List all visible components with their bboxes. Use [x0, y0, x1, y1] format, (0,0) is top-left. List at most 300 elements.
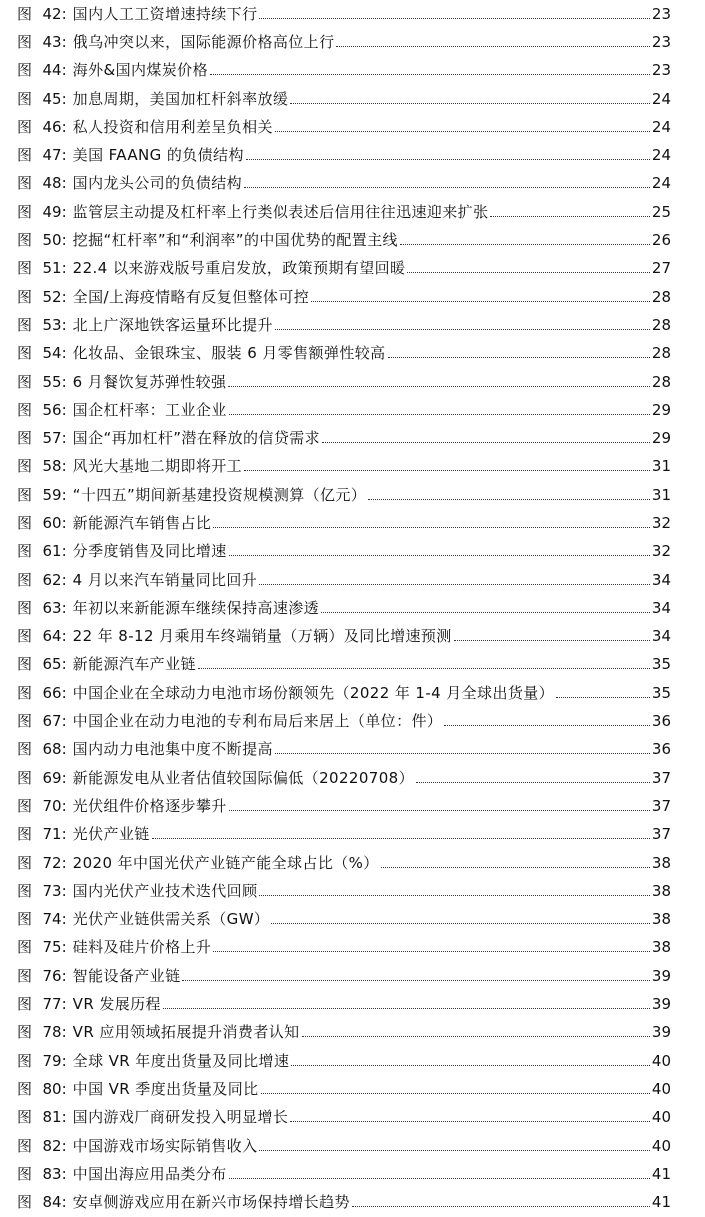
- figure-prefix: 图: [17, 485, 33, 504]
- figure-number: 47: [42, 146, 62, 165]
- toc-entry[interactable]: [17, 849, 671, 877]
- toc-entry[interactable]: [17, 707, 671, 735]
- figure-number-colon: :: [61, 315, 67, 334]
- page-number: 38: [651, 938, 671, 957]
- figure-number-colon: :: [61, 1136, 67, 1155]
- page-number: 38: [651, 881, 671, 900]
- dot-leader: [244, 187, 650, 188]
- toc-entry[interactable]: [17, 962, 671, 990]
- toc-entry[interactable]: [17, 538, 671, 566]
- figure-title: 安卓侧游戏应用在新兴市场保持增长趋势: [72, 1194, 350, 1212]
- figure-number: 55: [42, 372, 62, 391]
- toc-entry[interactable]: [17, 1104, 671, 1132]
- dot-leader: [291, 1065, 650, 1066]
- toc-entry[interactable]: [17, 28, 671, 56]
- figure-title: 光伏组件价格逐步攀升: [72, 797, 227, 815]
- figure-number: 44: [42, 61, 62, 80]
- figure-title: 分季度销售及同比增速: [72, 543, 227, 561]
- toc-entry[interactable]: [17, 424, 671, 452]
- figure-prefix: 图: [17, 117, 33, 136]
- figure-number: 51: [42, 259, 62, 278]
- figure-prefix: 图: [17, 89, 33, 108]
- page-number: 24: [651, 174, 671, 193]
- figure-number: 42: [42, 4, 62, 23]
- figure-prefix: 图: [17, 259, 33, 278]
- toc-entry[interactable]: [17, 368, 671, 396]
- toc-entry[interactable]: [17, 481, 671, 509]
- figure-number: 64: [42, 627, 62, 646]
- figure-number-colon: :: [61, 995, 67, 1014]
- figure-title: 光伏产业链: [72, 826, 150, 844]
- figure-title: 中国企业在动力电池的专利布局后来居上（单位：件）: [72, 713, 443, 731]
- figure-prefix: 图: [17, 825, 33, 844]
- page-number: 37: [651, 825, 671, 844]
- figure-number: 69: [42, 768, 62, 787]
- page-number: 29: [651, 400, 671, 419]
- page-number: 23: [651, 4, 671, 23]
- dot-leader: [556, 697, 650, 698]
- figure-title: 国企杠杆率：工业企业: [72, 401, 227, 419]
- figure-number-colon: :: [61, 598, 67, 617]
- page-number: 35: [651, 655, 671, 674]
- figure-number-colon: :: [61, 174, 67, 193]
- page-number: 31: [651, 485, 671, 504]
- figure-title: VR 应用领域拓展提升消费者认知: [72, 1024, 300, 1042]
- figure-number-colon: :: [61, 4, 67, 23]
- page-number: 28: [651, 315, 671, 334]
- figure-title: 2020 年中国光伏产业链产能全球占比（%）: [72, 854, 379, 872]
- figure-number: 73: [42, 881, 62, 900]
- toc-entry[interactable]: [17, 141, 671, 169]
- figure-number: 72: [42, 853, 62, 872]
- page-number: 35: [651, 683, 671, 702]
- figure-number-colon: :: [61, 429, 67, 448]
- figure-number: 43: [42, 32, 62, 51]
- figure-number: 75: [42, 938, 62, 957]
- figure-number: 57: [42, 429, 62, 448]
- figure-number: 45: [42, 89, 62, 108]
- toc-entry[interactable]: [17, 170, 671, 198]
- figure-number-colon: :: [61, 372, 67, 391]
- toc-entry[interactable]: [17, 764, 671, 792]
- toc-entry[interactable]: [17, 0, 671, 28]
- page-number: 39: [651, 1023, 671, 1042]
- dot-leader: [213, 951, 650, 952]
- figure-title: 国企“再加杠杆”潜在释放的信贷需求: [72, 430, 321, 448]
- figure-title: 国内动力电池集中度不断提高: [72, 741, 273, 759]
- toc-entry[interactable]: [17, 1132, 671, 1160]
- figure-title: 挖掘“杠杆率”和“利润率”的中国优势的配置主线: [72, 232, 398, 250]
- figure-title: 中国出海应用品类分布: [72, 1165, 227, 1183]
- dot-leader: [259, 584, 650, 585]
- figure-prefix: 图: [17, 853, 33, 872]
- figure-title: VR 发展历程: [72, 996, 161, 1014]
- dot-leader: [388, 357, 650, 358]
- dot-leader: [259, 895, 649, 896]
- figure-number-colon: :: [61, 740, 67, 759]
- dot-leader: [229, 1178, 650, 1179]
- page-number: 28: [651, 372, 671, 391]
- dot-leader: [229, 414, 650, 415]
- figure-number: 67: [42, 712, 62, 731]
- figure-prefix: 图: [17, 683, 33, 702]
- page-number: 24: [651, 146, 671, 165]
- figure-number-colon: :: [61, 61, 67, 80]
- page-number: 36: [651, 712, 671, 731]
- figure-list: [17, 0, 671, 1217]
- figure-title: 新能源汽车产业链: [72, 656, 196, 674]
- figure-number-colon: :: [61, 231, 67, 250]
- page-number: 37: [651, 768, 671, 787]
- figure-number-colon: :: [61, 344, 67, 363]
- toc-entry[interactable]: [17, 1047, 671, 1075]
- figure-prefix: 图: [17, 796, 33, 815]
- figure-prefix: 图: [17, 570, 33, 589]
- figure-title: 监管层主动提及杠杆率上行类似表述后信用往往迅速迎来扩张: [72, 203, 489, 221]
- figure-number: 66: [42, 683, 62, 702]
- figure-number: 61: [42, 542, 62, 561]
- figure-prefix: 图: [17, 315, 33, 334]
- figure-number-colon: :: [61, 1051, 67, 1070]
- page-number: 38: [651, 910, 671, 929]
- figure-prefix: 图: [17, 995, 33, 1014]
- figure-prefix: 图: [17, 1136, 33, 1155]
- figure-prefix: 图: [17, 1079, 33, 1098]
- figure-prefix: 图: [17, 938, 33, 957]
- figure-title: 年初以来新能源车继续保持高速渗透: [72, 599, 320, 617]
- page-number: 28: [651, 287, 671, 306]
- figure-prefix: 图: [17, 457, 33, 476]
- page-number: 34: [651, 570, 671, 589]
- figure-number-colon: :: [61, 881, 67, 900]
- dot-leader: [182, 980, 649, 981]
- dot-leader: [407, 272, 649, 273]
- page-number: 27: [651, 259, 671, 278]
- toc-entry[interactable]: [17, 736, 671, 764]
- figure-title: 中国企业在全球动力电池市场份额领先（2022 年 1-4 月全球出货量）: [72, 684, 555, 702]
- figure-title: 光伏产业链供需关系（GW）: [72, 911, 270, 929]
- figure-number: 65: [42, 655, 62, 674]
- figure-title: 全球 VR 年度出货量及同比增速: [72, 1052, 290, 1070]
- figure-prefix: 图: [17, 598, 33, 617]
- figure-prefix: 图: [17, 4, 33, 23]
- page-number: 40: [651, 1051, 671, 1070]
- toc-entry[interactable]: [17, 113, 671, 141]
- toc-entry[interactable]: [17, 311, 671, 339]
- figure-number: 56: [42, 400, 62, 419]
- figure-number-colon: :: [61, 1193, 67, 1212]
- dot-leader: [322, 442, 650, 443]
- figure-number: 62: [42, 570, 62, 589]
- dot-leader: [210, 74, 650, 75]
- figure-number-colon: :: [61, 655, 67, 674]
- figure-prefix: 图: [17, 146, 33, 165]
- dot-leader: [261, 1093, 650, 1094]
- dot-leader: [244, 470, 650, 471]
- figure-prefix: 图: [17, 174, 33, 193]
- figure-number-colon: :: [61, 853, 67, 872]
- dot-leader: [490, 216, 649, 217]
- figure-title: 化妆品、金银珠宝、服装 6 月零售额弹性较高: [72, 345, 386, 363]
- dot-leader: [259, 18, 649, 19]
- dot-leader: [229, 810, 650, 811]
- figure-prefix: 图: [17, 542, 33, 561]
- figure-number: 58: [42, 457, 62, 476]
- dot-leader: [416, 782, 650, 783]
- figure-prefix: 图: [17, 61, 33, 80]
- figure-number-colon: :: [61, 796, 67, 815]
- toc-entry[interactable]: [17, 877, 671, 905]
- toc-entry[interactable]: [17, 906, 671, 934]
- toc-entry[interactable]: [17, 57, 671, 85]
- figure-prefix: 图: [17, 400, 33, 419]
- figure-title: 中国 VR 季度出货量及同比: [72, 1080, 259, 1098]
- page-number: 41: [651, 1193, 671, 1212]
- dot-leader: [275, 131, 650, 132]
- figure-number-colon: :: [61, 683, 67, 702]
- figure-prefix: 图: [17, 655, 33, 674]
- page-number: 34: [651, 627, 671, 646]
- figure-number: 60: [42, 513, 62, 532]
- toc-entry[interactable]: [17, 566, 671, 594]
- figure-prefix: 图: [17, 1164, 33, 1183]
- toc-entry[interactable]: [17, 1019, 671, 1047]
- toc-entry[interactable]: [17, 594, 671, 622]
- figure-title: 私人投资和信用利差呈负相关: [72, 118, 273, 136]
- dot-leader: [229, 555, 650, 556]
- toc-entry[interactable]: [17, 226, 671, 254]
- page-number: 40: [651, 1136, 671, 1155]
- figure-title: 新能源发电从业者估值较国际偏低（20220708）: [72, 769, 415, 787]
- page-number: 23: [651, 61, 671, 80]
- figure-prefix: 图: [17, 768, 33, 787]
- figure-number-colon: :: [61, 457, 67, 476]
- page-number: 26: [651, 231, 671, 250]
- figure-number: 82: [42, 1136, 62, 1155]
- figure-number: 49: [42, 202, 62, 221]
- figure-title: 国内龙头公司的负债结构: [72, 175, 243, 193]
- figure-title: 22.4 以来游戏版号重启发放，政策预期有望回暖: [72, 260, 406, 278]
- toc-entry[interactable]: [17, 509, 671, 537]
- figure-number-colon: :: [61, 513, 67, 532]
- figure-number: 79: [42, 1051, 62, 1070]
- toc-entry[interactable]: [17, 651, 671, 679]
- dot-leader: [198, 668, 650, 669]
- figure-number-colon: :: [61, 542, 67, 561]
- figure-number-colon: :: [61, 825, 67, 844]
- figure-title: 北上广深地铁客运量环比提升: [72, 316, 273, 334]
- figure-title: 国内游戏厂商研发投入明显增长: [72, 1109, 289, 1127]
- figure-title: 新能源汽车销售占比: [72, 514, 212, 532]
- figure-title: 国内光伏产业技术迭代回顾: [72, 882, 258, 900]
- page-number: 39: [651, 995, 671, 1014]
- toc-entry[interactable]: [17, 623, 671, 651]
- figure-title: 4 月以来汽车销量同比回升: [72, 571, 258, 589]
- dot-leader: [290, 103, 650, 104]
- figure-number-colon: :: [61, 202, 67, 221]
- figure-number-colon: :: [61, 259, 67, 278]
- dot-leader: [275, 329, 650, 330]
- toc-entry[interactable]: [17, 821, 671, 849]
- page-number: 40: [651, 1079, 671, 1098]
- toc-entry[interactable]: [17, 1075, 671, 1103]
- dot-leader: [336, 46, 649, 47]
- toc-entry[interactable]: [17, 792, 671, 820]
- dot-leader: [311, 301, 650, 302]
- figure-number: 54: [42, 344, 62, 363]
- figure-number: 53: [42, 315, 62, 334]
- figure-title: 俄乌冲突以来，国际能源价格高位上行: [72, 33, 335, 51]
- figure-number: 52: [42, 287, 62, 306]
- figure-number-colon: :: [61, 768, 67, 787]
- figure-number: 70: [42, 796, 62, 815]
- figure-prefix: 图: [17, 202, 33, 221]
- figure-number: 81: [42, 1108, 62, 1127]
- toc-entry[interactable]: [17, 990, 671, 1018]
- dot-leader: [454, 640, 650, 641]
- figure-number-colon: :: [61, 1079, 67, 1098]
- figure-prefix: 图: [17, 429, 33, 448]
- toc-entry[interactable]: [17, 340, 671, 368]
- dot-leader: [444, 725, 650, 726]
- figure-prefix: 图: [17, 740, 33, 759]
- dot-leader: [271, 923, 650, 924]
- figure-number: 46: [42, 117, 62, 136]
- toc-entry[interactable]: [17, 255, 671, 283]
- dot-leader: [400, 244, 650, 245]
- dot-leader: [163, 1008, 650, 1009]
- figure-number-colon: :: [61, 570, 67, 589]
- page-number: 37: [651, 796, 671, 815]
- figure-title: 海外&国内煤炭价格: [72, 62, 208, 80]
- figure-prefix: 图: [17, 966, 33, 985]
- dot-leader: [321, 612, 650, 613]
- figure-number-colon: :: [61, 32, 67, 51]
- figure-number: 77: [42, 995, 62, 1014]
- page-number: 24: [651, 117, 671, 136]
- figure-number: 59: [42, 485, 62, 504]
- figure-title: 风光大基地二期即将开工: [72, 458, 243, 476]
- figure-number-colon: :: [61, 89, 67, 108]
- figure-prefix: 图: [17, 372, 33, 391]
- figure-number-colon: :: [61, 627, 67, 646]
- figure-prefix: 图: [17, 1108, 33, 1127]
- page-number: 39: [651, 966, 671, 985]
- page-number: 41: [651, 1164, 671, 1183]
- figure-prefix: 图: [17, 32, 33, 51]
- dot-leader: [368, 499, 650, 500]
- toc-entry[interactable]: [17, 1160, 671, 1188]
- figure-prefix: 图: [17, 712, 33, 731]
- figure-title: 中国游戏市场实际销售收入: [72, 1137, 258, 1155]
- toc-entry[interactable]: [17, 679, 671, 707]
- figure-title: 美国 FAANG 的负债结构: [72, 147, 244, 165]
- page-number: 38: [651, 853, 671, 872]
- figure-number: 84: [42, 1193, 62, 1212]
- figure-number: 68: [42, 740, 62, 759]
- toc-entry[interactable]: [17, 198, 671, 226]
- dot-leader: [213, 527, 650, 528]
- toc-entry[interactable]: [17, 453, 671, 481]
- dot-leader: [228, 386, 650, 387]
- figure-title: 硅料及硅片价格上升: [72, 939, 212, 957]
- toc-entry[interactable]: [17, 283, 671, 311]
- dot-leader: [290, 1121, 650, 1122]
- page-number: 23: [651, 32, 671, 51]
- figure-number-colon: :: [61, 287, 67, 306]
- toc-entry[interactable]: [17, 85, 671, 113]
- figure-number: 83: [42, 1164, 62, 1183]
- figure-number-colon: :: [61, 910, 67, 929]
- figure-prefix: 图: [17, 1051, 33, 1070]
- dot-leader: [352, 1206, 650, 1207]
- page-number: 25: [651, 202, 671, 221]
- dot-leader: [381, 867, 650, 868]
- figure-title: 6 月餐饮复苏弹性较强: [72, 373, 227, 391]
- figure-prefix: 图: [17, 1193, 33, 1212]
- figure-prefix: 图: [17, 881, 33, 900]
- page-number: 32: [651, 513, 671, 532]
- figure-number-colon: :: [61, 400, 67, 419]
- page-number: 36: [651, 740, 671, 759]
- figure-prefix: 图: [17, 287, 33, 306]
- figure-number: 48: [42, 174, 62, 193]
- toc-entry[interactable]: [17, 396, 671, 424]
- figure-number-colon: :: [61, 1023, 67, 1042]
- figure-title: 国内人工工资增速持续下行: [72, 5, 258, 23]
- dot-leader: [275, 753, 650, 754]
- figure-title: “十四五”期间新基建投资规模测算（亿元）: [72, 486, 367, 504]
- page-number: 34: [651, 598, 671, 617]
- toc-entry[interactable]: [17, 934, 671, 962]
- page-number: 31: [651, 457, 671, 476]
- figure-title: 加息周期，美国加杠杆斜率放缓: [72, 90, 289, 108]
- figure-number-colon: :: [61, 1164, 67, 1183]
- figure-number-colon: :: [61, 966, 67, 985]
- figure-number: 80: [42, 1079, 62, 1098]
- figure-number-colon: :: [61, 938, 67, 957]
- figure-number: 76: [42, 966, 62, 985]
- figure-prefix: 图: [17, 1023, 33, 1042]
- figure-prefix: 图: [17, 344, 33, 363]
- figure-number-colon: :: [61, 117, 67, 136]
- dot-leader: [302, 1036, 650, 1037]
- figure-title: 智能设备产业链: [72, 967, 181, 985]
- figure-number: 71: [42, 825, 62, 844]
- figure-prefix: 图: [17, 627, 33, 646]
- dot-leader: [259, 1150, 649, 1151]
- figure-number: 50: [42, 231, 62, 250]
- page-number: 28: [651, 344, 671, 363]
- figure-title: 全国/上海疫情略有反复但整体可控: [72, 288, 310, 306]
- figure-title: 22 年 8-12 月乘用车终端销量（万辆）及同比增速预测: [72, 628, 452, 646]
- dot-leader: [152, 838, 650, 839]
- figure-number-colon: :: [61, 146, 67, 165]
- figure-number: 63: [42, 598, 62, 617]
- figure-number-colon: :: [61, 712, 67, 731]
- dot-leader: [246, 159, 650, 160]
- figure-prefix: 图: [17, 910, 33, 929]
- figure-prefix: 图: [17, 513, 33, 532]
- figure-prefix: 图: [17, 231, 33, 250]
- figure-number: 74: [42, 910, 62, 929]
- figure-number-colon: :: [61, 485, 67, 504]
- page-number: 32: [651, 542, 671, 561]
- toc-entry[interactable]: [17, 1188, 671, 1216]
- page-number: 24: [651, 89, 671, 108]
- figure-number-colon: :: [61, 1108, 67, 1127]
- figure-number: 78: [42, 1023, 62, 1042]
